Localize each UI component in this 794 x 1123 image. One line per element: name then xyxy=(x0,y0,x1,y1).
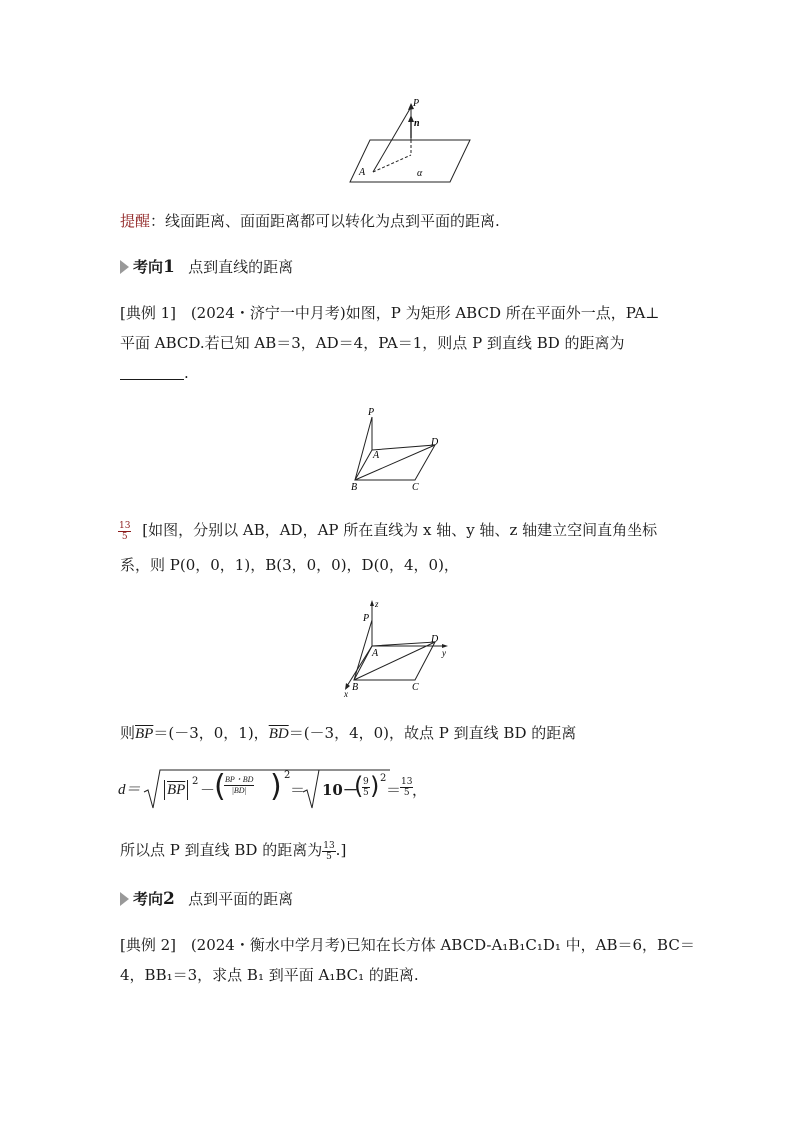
example-1-tag: [典例 1] xyxy=(120,304,177,322)
section-2-title: 点到平面的距离 xyxy=(188,890,294,908)
example-2-tag: [典例 2] xyxy=(120,936,177,954)
formula-inner-num: BP・BD xyxy=(225,775,254,784)
label-n: n xyxy=(414,118,420,129)
answer-num: 13 xyxy=(119,520,131,531)
formula-inner-fraction xyxy=(224,775,254,796)
example-2-line-1 xyxy=(120,935,695,955)
formula-paren2-left: ( xyxy=(354,772,364,800)
z-arrow-head xyxy=(370,600,374,606)
example-1-text-1: 如图，P 为矩形 ABCD 所在平面外一点，PA⊥ xyxy=(345,304,660,322)
label-b: B xyxy=(352,682,359,693)
label-c: C xyxy=(412,682,419,693)
formula-paren-left: ( xyxy=(214,769,226,804)
label-alpha: α xyxy=(417,168,423,179)
triangle-icon xyxy=(120,892,129,906)
formula-nine-fifths xyxy=(362,777,370,798)
tip-line xyxy=(120,211,500,231)
solution-1-text-1: [如图，分别以 AB，AD，AP 所在直线为 x 轴、y 轴、z 轴建立空间直角坐标 xyxy=(142,521,658,539)
label-y: y xyxy=(442,648,446,658)
label-c: C xyxy=(412,482,419,493)
tip-colon: ： xyxy=(150,212,166,230)
figure-plane-normal xyxy=(345,95,480,187)
section-1-title: 点到直线的距离 xyxy=(188,258,294,276)
formula-eq-2: ＝ xyxy=(386,781,402,799)
label-z: z xyxy=(375,599,379,609)
example-1-end: . xyxy=(184,364,189,382)
foot-line xyxy=(373,155,411,172)
label-p: P xyxy=(363,613,370,624)
vector-bd: $\overline{BD}$ xyxy=(268,726,289,742)
edge-pb xyxy=(355,417,372,480)
solution-1-line-2 xyxy=(120,555,459,575)
section-heading-2 xyxy=(120,889,293,909)
figure-rectangle-pyramid xyxy=(345,405,455,495)
plane-alpha xyxy=(350,140,470,182)
example-2-text-2: 4，BB₁＝3，求点 B₁ 到平面 A₁BC₁ 的距离. xyxy=(120,966,419,984)
formula-inner-den: |BD| xyxy=(231,786,247,795)
example-2-source: (2024・衡水中学月考) xyxy=(190,936,346,954)
answer-fraction xyxy=(118,521,131,542)
conclusion-num: 13 xyxy=(323,840,335,851)
vector-bd-value: ＝(－3，4，0)，故点 P 到直线 BD 的距离 xyxy=(288,724,577,742)
conclusion-line xyxy=(120,840,346,862)
section-2-prefix: 考向 xyxy=(133,890,164,908)
answer-den: 5 xyxy=(121,531,128,542)
conclusion-text: 所以点 P 到直线 BD 的距离为 xyxy=(120,841,323,859)
formula-ten: 10－ xyxy=(322,781,358,799)
example-1-line-3 xyxy=(120,363,189,383)
solution-1-line-1 xyxy=(118,520,657,542)
section-1-prefix: 考向 xyxy=(133,258,164,276)
label-a: A xyxy=(373,450,380,461)
formula-paren2-right: ) xyxy=(370,772,380,800)
section-1-num: 1 xyxy=(163,257,175,277)
label-a: A xyxy=(372,648,379,659)
conclusion-end: .] xyxy=(335,841,347,859)
label-x: x xyxy=(344,689,348,698)
formula-sq-2: 2 xyxy=(284,770,291,781)
solution-1-text-2: 系，则 P(0，0，1)，B(3，0，0)，D(0，4，0)， xyxy=(120,556,459,574)
tip-text: 线面距离、面面距离都可以转化为点到平面的距离. xyxy=(165,212,500,230)
formula-frac-num: 9 xyxy=(363,777,369,787)
tip-label: 提醒 xyxy=(120,212,151,230)
label-p: P xyxy=(368,407,375,418)
conclusion-fraction xyxy=(322,841,335,862)
edge-pd-line xyxy=(372,417,435,445)
example-1-text-2: 平面 ABCD.若已知 AB＝3，AD＝4，PA＝1，则点 P 到直线 BD 的距离为 xyxy=(120,334,625,352)
formula-eq-1: ＝ xyxy=(290,781,306,799)
label-b: B xyxy=(351,482,358,493)
vectors-prefix: 则 xyxy=(120,724,136,742)
formula-result-den: 5 xyxy=(403,788,410,798)
formula-minus: － xyxy=(200,781,216,799)
formula-bp: $\overline{BP}$ xyxy=(164,780,188,800)
label-d: D xyxy=(431,437,439,448)
vector-bp-value: ＝(－3，0，1)， xyxy=(153,724,269,742)
label-p: P xyxy=(413,98,420,109)
section-2-num: 2 xyxy=(163,889,175,909)
figure-coordinate-system xyxy=(340,598,460,698)
triangle-icon xyxy=(120,260,129,274)
example-2-line-2 xyxy=(120,965,419,985)
formula-sq-3: 2 xyxy=(380,773,387,784)
formula-frac-den: 5 xyxy=(363,788,369,798)
example-1-line-2 xyxy=(120,333,625,353)
answer-blank xyxy=(120,365,184,380)
label-d: D xyxy=(431,634,439,645)
diag-bd xyxy=(354,642,435,680)
example-2-text-1: 已知在长方体 ABCD-A₁B₁C₁D₁ 中，AB＝6，BC＝ xyxy=(345,936,695,954)
vectors-line xyxy=(120,723,576,744)
section-heading-1 xyxy=(120,257,293,277)
formula-comma: ， xyxy=(412,781,428,799)
example-1-source: (2024・济宁一中月考) xyxy=(190,304,346,322)
formula-d: d＝ xyxy=(118,782,141,798)
diag-bd xyxy=(355,445,435,480)
formula-sq: 2 xyxy=(192,776,199,787)
vector-bp: $\overline{BP}$ xyxy=(135,726,154,742)
formula-paren-right: ) xyxy=(270,769,282,804)
conclusion-den: 5 xyxy=(326,851,332,862)
example-1-line-1 xyxy=(120,303,659,323)
formula-result-num: 13 xyxy=(401,777,413,787)
label-a: A xyxy=(359,167,366,178)
